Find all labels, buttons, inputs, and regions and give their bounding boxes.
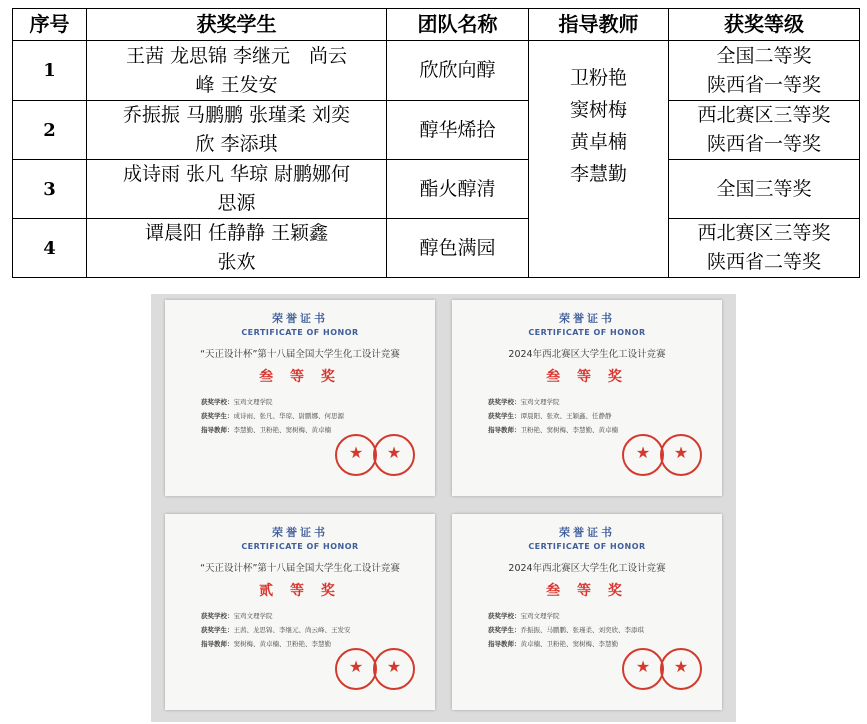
- table-header-row: [13, 9, 860, 41]
- students-value: 成诗雨、张凡、华琼、尉鹏娜、何思源: [233, 412, 344, 420]
- students-label: 获奖学生：: [488, 626, 521, 634]
- certificate-award: 贰 等 奖: [259, 583, 341, 599]
- row-seq: 3: [13, 160, 87, 219]
- teachers-label: 指导教师：: [488, 640, 521, 648]
- teachers-value: 黄卓楠、卫粉艳、窦树梅、李慧勤: [520, 640, 618, 648]
- award-line: 全国二等奖: [716, 44, 812, 67]
- school-value: 宝鸡文理学院: [233, 612, 273, 620]
- teachers-value: 卫粉艳、窦树梅、李慧勤、黄卓楠: [520, 426, 618, 434]
- school-value: 宝鸡文理学院: [233, 398, 273, 406]
- award-line: 西北赛区三等奖: [697, 104, 831, 126]
- teacher-name: 卫粉艳: [569, 67, 627, 89]
- teacher-name: 黄卓楠: [569, 131, 627, 153]
- row-seq: 1: [13, 41, 87, 101]
- red-star-seal-icon: ★: [373, 434, 415, 476]
- row-seq: 4: [13, 219, 87, 278]
- certificate-subtitle: CERTIFICATE OF HONOR: [241, 542, 359, 551]
- student-line: 欣 李添琪: [195, 133, 278, 155]
- certificate: [165, 300, 435, 496]
- red-star-seal-icon: ★: [622, 648, 664, 690]
- student-line: 思源: [217, 192, 256, 214]
- row-awards: [669, 160, 860, 219]
- teachers-value: 窦树梅、黄卓楠、卫粉艳、李慧勤: [233, 640, 331, 648]
- students-value: 王茜、龙思锦、李继元、尚云峰、王发安: [233, 626, 351, 634]
- row-team: 醇色满园: [387, 219, 529, 278]
- teacher-name: 李慧勤: [569, 163, 627, 185]
- certificate: [452, 300, 722, 496]
- certificate-details: [488, 609, 698, 651]
- certificate: [452, 514, 722, 710]
- certificate-award: 叁 等 奖: [546, 369, 628, 385]
- certificate-title: 荣誉证书: [559, 312, 615, 325]
- table-row: [13, 160, 860, 219]
- teacher-name: 窦树梅: [569, 99, 627, 121]
- teacher-list: [533, 52, 664, 266]
- award-line: 西北赛区三等奖: [697, 222, 831, 244]
- certificate-award: 叁 等 奖: [546, 583, 628, 599]
- students-label: 获奖学生：: [488, 412, 521, 420]
- students-label: 获奖学生：: [201, 412, 234, 420]
- certificate-details: [201, 395, 411, 437]
- school-label: 获奖学校：: [201, 612, 234, 620]
- teachers-cell: [529, 41, 669, 278]
- student-line: 张欢: [217, 251, 256, 273]
- student-line: 峰 王发安: [195, 73, 278, 96]
- award-line: 陕西省一等奖: [706, 133, 821, 155]
- award-table: [12, 8, 860, 278]
- school-label: 获奖学校：: [488, 612, 521, 620]
- teachers-label: 指导教师：: [201, 426, 234, 434]
- teachers-value: 李慧勤、卫粉艳、窦树梅、黄卓楠: [233, 426, 331, 434]
- header-team: 团队名称: [387, 9, 529, 41]
- table-row: [13, 219, 860, 278]
- school-value: 宝鸡文理学院: [520, 612, 560, 620]
- certificate-photo: [151, 294, 736, 722]
- row-team: 欣欣向醇: [387, 41, 529, 101]
- student-line: 乔振振 马鹏鹏 张瑾柔 刘奕: [122, 104, 351, 126]
- student-line: 王茜 龙思锦 李继元 尚云: [125, 44, 348, 67]
- red-star-seal-icon: ★: [660, 648, 702, 690]
- row-team: 醇华烯拾: [387, 101, 529, 160]
- table-row: [13, 101, 860, 160]
- certificate-event: 2024年西北赛区大学生化工设计竞赛: [508, 349, 666, 360]
- table-row: [13, 41, 860, 101]
- school-label: 获奖学校：: [488, 398, 521, 406]
- red-star-seal-icon: ★: [373, 648, 415, 690]
- certificate-subtitle: CERTIFICATE OF HONOR: [528, 542, 646, 551]
- student-line: 谭晨阳 任静静 王颖鑫: [144, 222, 329, 244]
- certificate-event: “天正设计杯”第十八届全国大学生化工设计竞赛: [200, 563, 400, 574]
- school-value: 宝鸡文理学院: [520, 398, 560, 406]
- row-awards: [669, 219, 860, 278]
- students-value: 乔振振、马鹏鹏、张瑾柔、刘奕欣、李添琪: [520, 626, 644, 634]
- certificate-details: [488, 395, 698, 437]
- red-star-seal-icon: ★: [335, 648, 377, 690]
- student-line: 成诗雨 张凡 华琼 尉鹏娜何: [122, 163, 351, 185]
- row-awards: [669, 101, 860, 160]
- students-value: 谭晨阳、张欢、王颖鑫、任静静: [520, 412, 612, 420]
- row-seq: 2: [13, 101, 87, 160]
- row-students: [87, 41, 387, 101]
- row-students: [87, 160, 387, 219]
- teachers-label: 指导教师：: [201, 640, 234, 648]
- award-line: 全国三等奖: [716, 177, 812, 200]
- students-label: 获奖学生：: [201, 626, 234, 634]
- certificate-title: 荣誉证书: [272, 312, 328, 325]
- row-awards: [669, 41, 860, 101]
- award-line: 陕西省二等奖: [706, 251, 821, 273]
- certificate-details: [201, 609, 411, 651]
- row-team: 酯火醇清: [387, 160, 529, 219]
- certificate-event: “天正设计杯”第十八届全国大学生化工设计竞赛: [200, 349, 400, 360]
- red-star-seal-icon: ★: [622, 434, 664, 476]
- certificate-award: 叁 等 奖: [259, 369, 341, 385]
- certificate-title: 荣誉证书: [272, 526, 328, 539]
- header-seq: 序号: [13, 9, 87, 41]
- school-label: 获奖学校：: [201, 398, 234, 406]
- red-star-seal-icon: ★: [660, 434, 702, 476]
- header-teachers: 指导教师: [529, 9, 669, 41]
- red-star-seal-icon: ★: [335, 434, 377, 476]
- header-award-level: 获奖等级: [669, 9, 860, 41]
- award-line: 陕西省一等奖: [706, 73, 821, 96]
- certificate-title: 荣誉证书: [559, 526, 615, 539]
- certificate-subtitle: CERTIFICATE OF HONOR: [528, 328, 646, 337]
- certificate: [165, 514, 435, 710]
- certificate-subtitle: CERTIFICATE OF HONOR: [241, 328, 359, 337]
- teachers-label: 指导教师：: [488, 426, 521, 434]
- header-students: 获奖学生: [87, 9, 387, 41]
- certificate-event: 2024年西北赛区大学生化工设计竞赛: [508, 563, 666, 574]
- row-students: [87, 219, 387, 278]
- row-students: [87, 101, 387, 160]
